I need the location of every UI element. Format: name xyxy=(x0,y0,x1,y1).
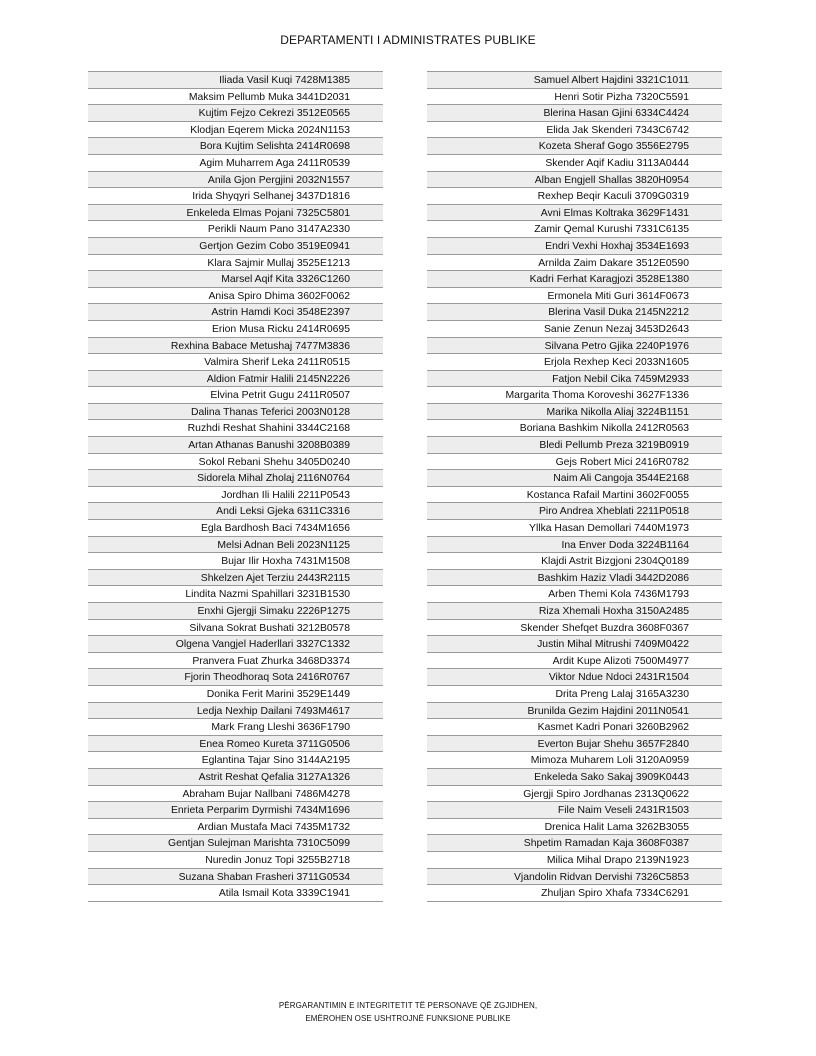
list-item: Bashkim Haziz Vladi 3442D2086 xyxy=(427,570,722,587)
list-item: Boriana Bashkim Nikolla 2412R0563 xyxy=(427,420,722,437)
list-item: Elvina Petrit Gugu 2411R0507 xyxy=(88,387,383,404)
list-item: Ardit Kupe Alizoti 7500M4977 xyxy=(427,653,722,670)
list-item: Enkeleda Sako Sakaj 3909K0443 xyxy=(427,769,722,786)
left-name-list xyxy=(88,71,383,902)
list-item: Valmira Sherif Leka 2411R0515 xyxy=(88,354,383,371)
list-item: Gertjon Gezim Cobo 3519E0941 xyxy=(88,238,383,255)
list-item: Marika Nikolla Aliaj 3224B1151 xyxy=(427,404,722,421)
list-item: Jordhan Ili Halili 2211P0543 xyxy=(88,487,383,504)
list-item: Milica Mihal Drapo 2139N1923 xyxy=(427,852,722,869)
list-item: Ruzhdi Reshat Shahini 3344C2168 xyxy=(88,420,383,437)
footer-line-1: PËRGARANTIMIN E INTEGRITETIT TË PERSONAVE QË ZGJIDHEN, xyxy=(278,1001,538,1010)
list-item: Skender Aqif Kadiu 3113A0444 xyxy=(427,155,722,172)
list-item: Rexhep Beqir Kaculi 3709G0319 xyxy=(427,188,722,205)
list-item: Olgena Vangjel Haderllari 3327C1332 xyxy=(88,636,383,653)
list-item: Eglantina Tajar Sino 3144A2195 xyxy=(88,752,383,769)
list-item: Arnilda Zaim Dakare 3512E0590 xyxy=(427,255,722,272)
list-item: Astrit Reshat Qefalia 3127A1326 xyxy=(88,769,383,786)
list-item: Shkelzen Ajet Terziu 2443R2115 xyxy=(88,570,383,587)
list-item: Abraham Bujar Nallbani 7486M4278 xyxy=(88,786,383,803)
list-item: Blerina Vasil Duka 2145N2212 xyxy=(427,304,722,321)
list-item: Erjola Rexhep Keci 2033N1605 xyxy=(427,354,722,371)
list-item: Everton Bujar Shehu 3657F2840 xyxy=(427,736,722,753)
list-item: Margarita Thoma Koroveshi 3627F1336 xyxy=(427,387,722,404)
list-item: Kozeta Sheraf Gogo 3556E2795 xyxy=(427,138,722,155)
list-item: Iliada Vasil Kuqi 7428M1385 xyxy=(88,72,383,89)
list-item: Yllka Hasan Demollari 7440M1973 xyxy=(427,520,722,537)
list-item: Erion Musa Ricku 2414R0695 xyxy=(88,321,383,338)
list-item: Samuel Albert Hajdini 3321C1011 xyxy=(427,72,722,89)
list-item: Anila Gjon Pergjini 2032N1557 xyxy=(88,172,383,189)
list-item: Fatjon Nebil Cika 7459M2933 xyxy=(427,371,722,388)
list-item: Elida Jak Skenderi 7343C6742 xyxy=(427,122,722,139)
list-item: Naim Ali Cangoja 3544E2168 xyxy=(427,470,722,487)
list-item: Suzana Shaban Frasheri 3711G0534 xyxy=(88,869,383,886)
list-item: Alban Engjell Shallas 3820H0954 xyxy=(427,172,722,189)
page-title: DEPARTAMENTI I ADMINISTRATES PUBLIKE xyxy=(280,33,536,47)
list-item: Marsel Aqif Kita 3326C1260 xyxy=(88,271,383,288)
list-item: Gentjan Sulejman Marishta 7310C5099 xyxy=(88,835,383,852)
list-item: Gejs Robert Mici 2416R0782 xyxy=(427,454,722,471)
list-item: Arben Themi Kola 7436M1793 xyxy=(427,586,722,603)
list-item: Blerina Hasan Gjini 6334C4424 xyxy=(427,105,722,122)
list-item: Zhuljan Spiro Xhafa 7334C6291 xyxy=(427,885,722,902)
list-item: Henri Sotir Pizha 7320C5591 xyxy=(427,89,722,106)
list-item: Atila Ismail Kota 3339C1941 xyxy=(88,885,383,902)
page-footer xyxy=(0,999,816,1025)
list-item: Maksim Pellumb Muka 3441D2031 xyxy=(88,89,383,106)
list-item: Skender Shefqet Buzdra 3608F0367 xyxy=(427,620,722,637)
list-item: Kujtim Fejzo Cekrezi 3512E0565 xyxy=(88,105,383,122)
list-item: Silvana Petro Gjika 2240P1976 xyxy=(427,338,722,355)
list-item: Anisa Spiro Dhima 3602F0062 xyxy=(88,288,383,305)
footer-line-2: EMËROHEN OSE USHTROJNË FUNKSIONE PUBLIKE xyxy=(305,1014,511,1023)
list-item: Andi Leksi Gjeka 6311C3316 xyxy=(88,503,383,520)
list-item: Sidorela Mihal Zholaj 2116N0764 xyxy=(88,470,383,487)
list-item: Fjorin Theodhoraq Sota 2416R0767 xyxy=(88,669,383,686)
list-item: File Naim Veseli 2431R1503 xyxy=(427,802,722,819)
list-item: Endri Vexhi Hoxhaj 3534E1693 xyxy=(427,238,722,255)
list-item: Pranvera Fuat Zhurka 3468D3374 xyxy=(88,653,383,670)
list-item: Brunilda Gezim Hajdini 2011N0541 xyxy=(427,703,722,720)
list-item: Nuredin Jonuz Topi 3255B2718 xyxy=(88,852,383,869)
list-item: Kostanca Rafail Martini 3602F0055 xyxy=(427,487,722,504)
list-item: Irida Shyqyri Selhanej 3437D1816 xyxy=(88,188,383,205)
list-item: Ledja Nexhip Dailani 7493M4617 xyxy=(88,703,383,720)
list-item: Avni Elmas Koltraka 3629F1431 xyxy=(427,205,722,222)
list-item: Klodjan Eqerem Micka 2024N1153 xyxy=(88,122,383,139)
list-item: Enrieta Perparim Dyrmishi 7434M1696 xyxy=(88,802,383,819)
list-item: Shpetim Ramadan Kaja 3608F0387 xyxy=(427,835,722,852)
list-item: Mimoza Muharem Loli 3120A0959 xyxy=(427,752,722,769)
list-item: Lindita Nazmi Spahillari 3231B1530 xyxy=(88,586,383,603)
list-item: Ina Enver Doda 3224B1164 xyxy=(427,537,722,554)
right-name-list xyxy=(427,71,722,902)
list-item: Artan Athanas Banushi 3208B0389 xyxy=(88,437,383,454)
list-item: Viktor Ndue Ndoci 2431R1504 xyxy=(427,669,722,686)
list-item: Dalina Thanas Teferici 2003N0128 xyxy=(88,404,383,421)
list-item: Drita Preng Lalaj 3165A3230 xyxy=(427,686,722,703)
list-item: Aldion Fatmir Halili 2145N2226 xyxy=(88,371,383,388)
list-item: Klara Sajmir Mullaj 3525E1213 xyxy=(88,255,383,272)
list-item: Zamir Qemal Kurushi 7331C6135 xyxy=(427,221,722,238)
list-item: Sanie Zenun Nezaj 3453D2643 xyxy=(427,321,722,338)
list-item: Silvana Sokrat Bushati 3212B0578 xyxy=(88,620,383,637)
list-item: Kasmet Kadri Ponari 3260B2962 xyxy=(427,719,722,736)
list-item: Perikli Naum Pano 3147A2330 xyxy=(88,221,383,238)
list-item: Astrin Hamdi Koci 3548E2397 xyxy=(88,304,383,321)
list-item: Sokol Rebani Shehu 3405D0240 xyxy=(88,454,383,471)
list-item: Bujar Ilir Hoxha 7431M1508 xyxy=(88,553,383,570)
list-item: Donika Ferit Marini 3529E1449 xyxy=(88,686,383,703)
list-item: Gjergji Spiro Jordhanas 2313Q0622 xyxy=(427,786,722,803)
list-item: Vjandolin Ridvan Dervishi 7326C5853 xyxy=(427,869,722,886)
list-item: Kadri Ferhat Karagjozi 3528E1380 xyxy=(427,271,722,288)
list-item: Klajdi Astrit Bizgjoni 2304Q0189 xyxy=(427,553,722,570)
list-item: Enea Romeo Kureta 3711G0506 xyxy=(88,736,383,753)
list-item: Rexhina Babace Metushaj 7477M3836 xyxy=(88,338,383,355)
list-item: Ermonela Miti Guri 3614F0673 xyxy=(427,288,722,305)
list-item: Enxhi Gjergji Simaku 2226P1275 xyxy=(88,603,383,620)
list-item: Riza Xhemali Hoxha 3150A2485 xyxy=(427,603,722,620)
list-item: Egla Bardhosh Baci 7434M1656 xyxy=(88,520,383,537)
list-item: Mark Frang Lleshi 3636F1790 xyxy=(88,719,383,736)
list-item: Melsi Adnan Beli 2023N1125 xyxy=(88,537,383,554)
list-item: Justin Mihal Mitrushi 7409M0422 xyxy=(427,636,722,653)
list-item: Drenica Halit Lama 3262B3055 xyxy=(427,819,722,836)
list-item: Piro Andrea Xheblati 2211P0518 xyxy=(427,503,722,520)
list-item: Bledi Pellumb Preza 3219B0919 xyxy=(427,437,722,454)
list-item: Agim Muharrem Aga 2411R0539 xyxy=(88,155,383,172)
list-item: Bora Kujtim Selishta 2414R0698 xyxy=(88,138,383,155)
list-item: Ardian Mustafa Maci 7435M1732 xyxy=(88,819,383,836)
list-item: Enkeleda Elmas Pojani 7325C5801 xyxy=(88,205,383,222)
